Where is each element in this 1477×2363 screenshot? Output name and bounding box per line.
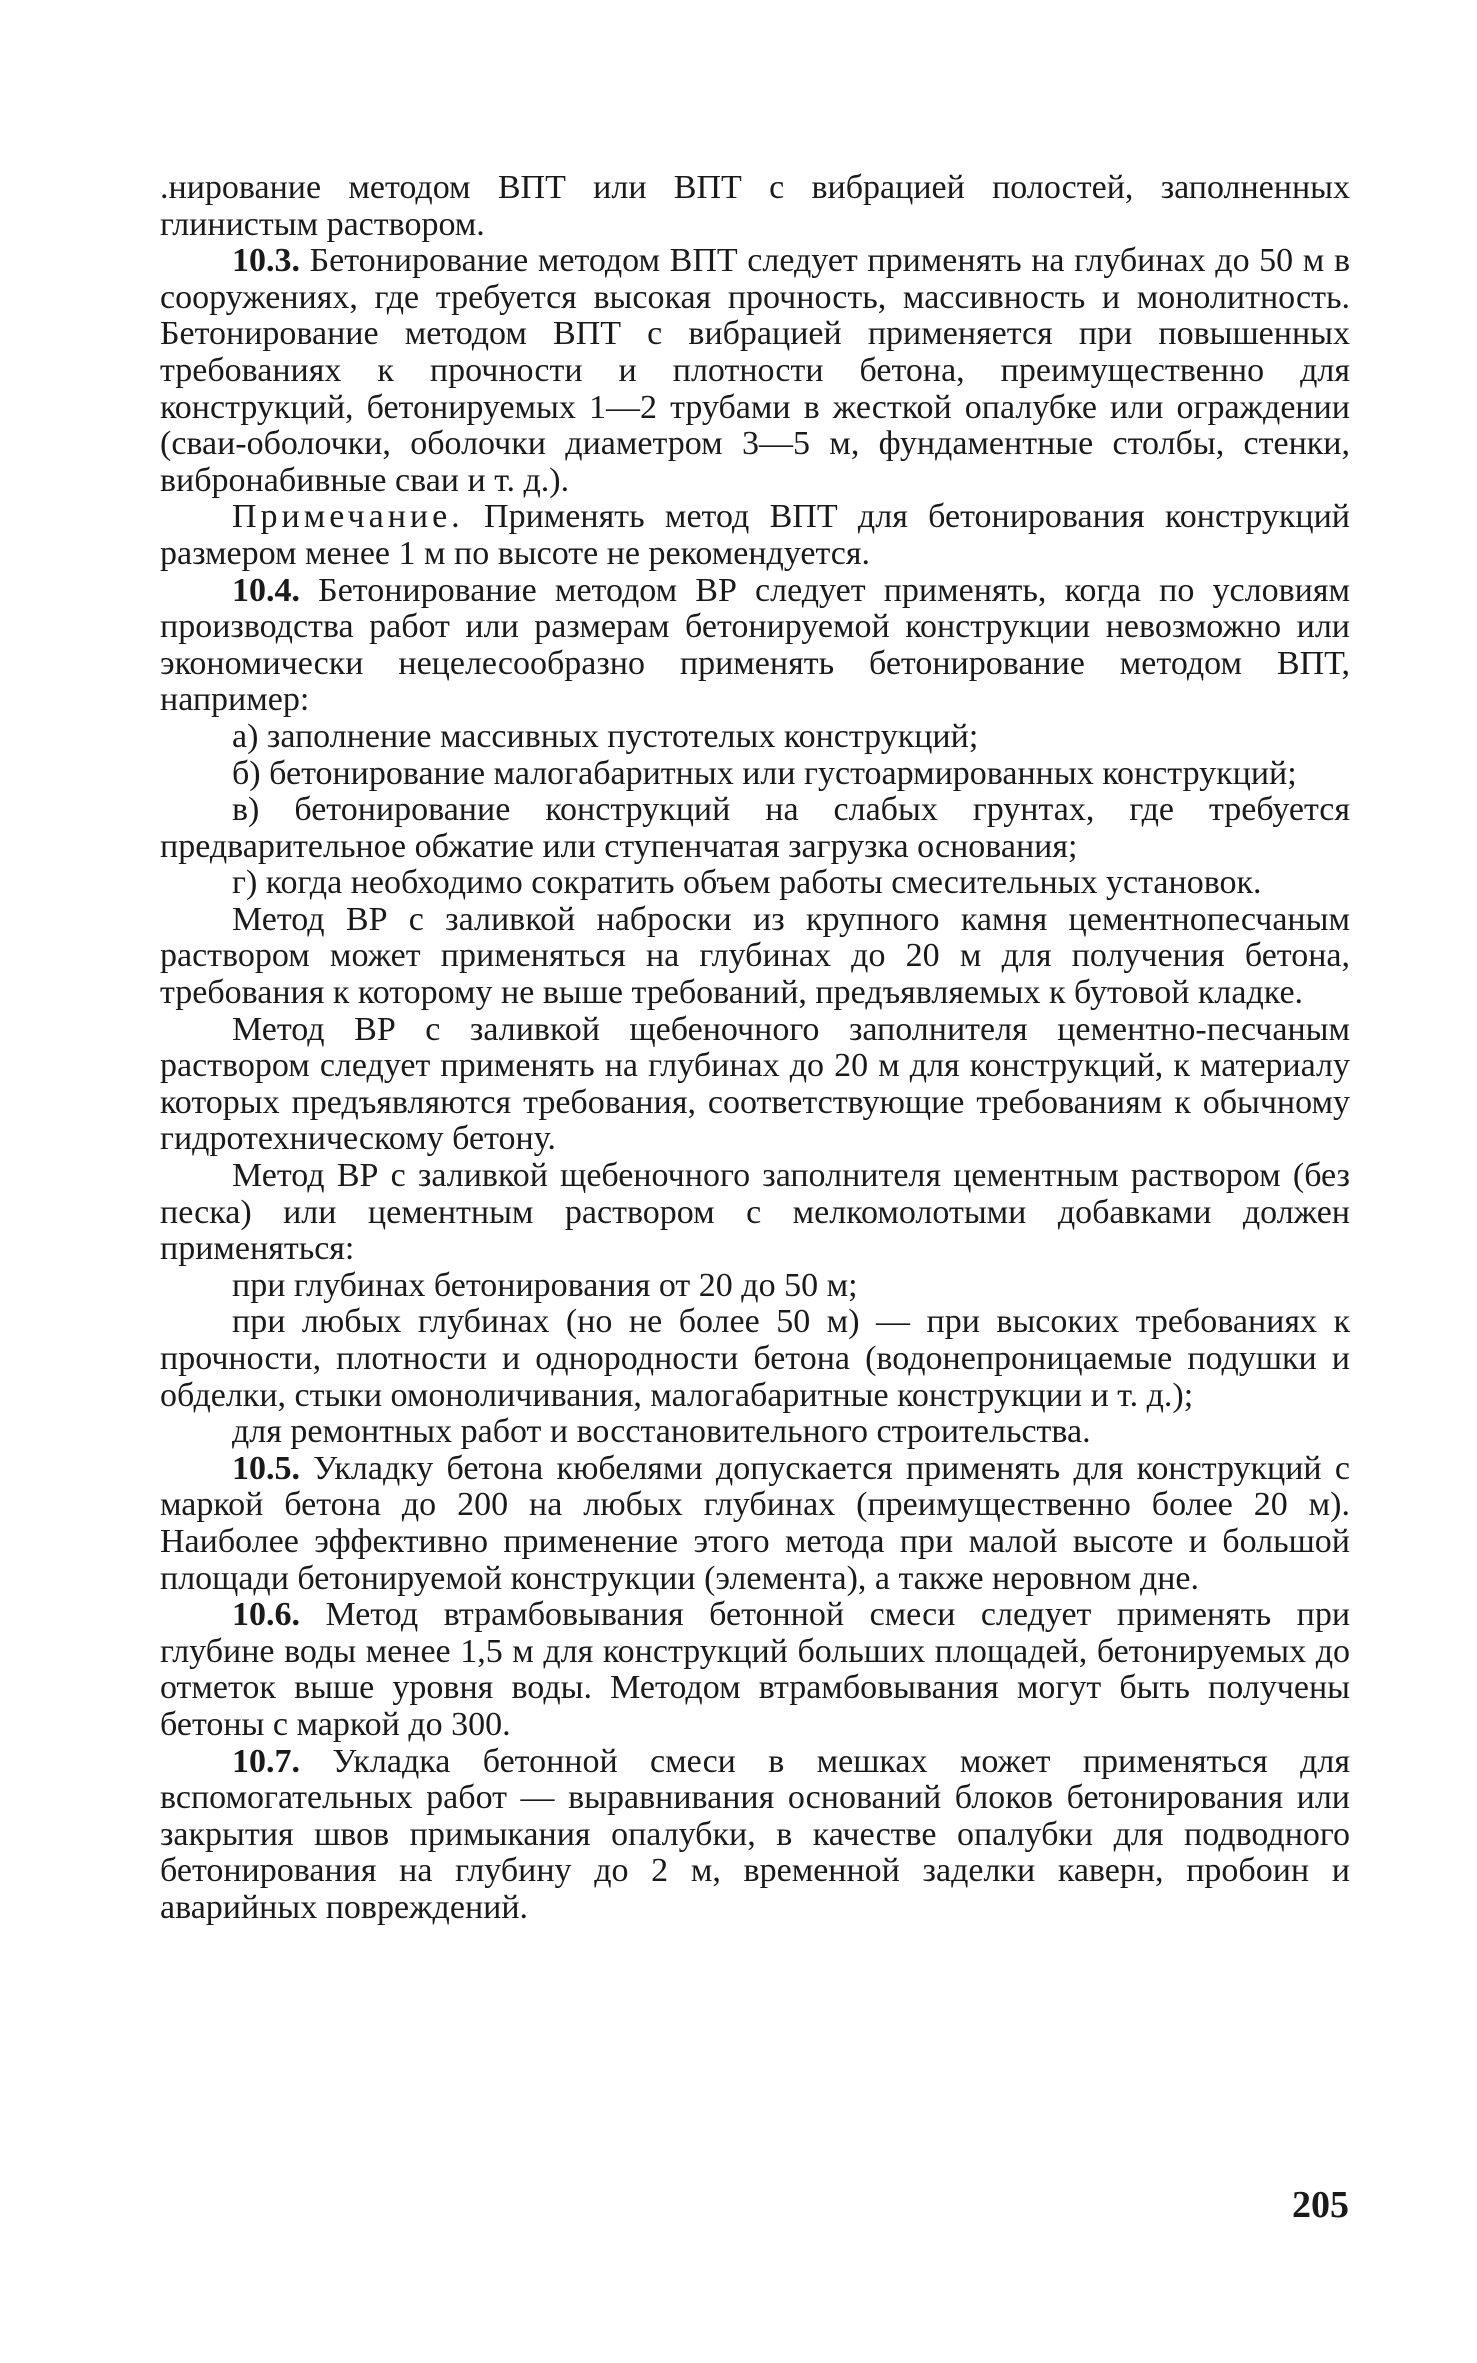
paragraph-text: при любых глубинах (но не более 50 м) — при высоких требованиях к прочности, плотности и однородности бетона (водонепроницаемые подушки и обделки, стыки омоноличивания, малогабаритные конструкции и т. д.); bbox=[160, 1303, 1350, 1414]
page-number: 205 bbox=[1292, 2184, 1349, 2226]
paragraph-text: Бетонирование методом ВР следует применять, когда по условиям производства работ или размерам бетонируемой конструкции невозможно или экономически нецелесообразно применять бетонирование методом ВПТ, например: bbox=[160, 571, 1351, 719]
list-item-a bbox=[160, 719, 1350, 756]
section-number: 10.6. bbox=[232, 1596, 300, 1634]
paragraph-text: Метод ВР с заливкой наброски из крупного камня цементнопесчаным раствором может применяться на глубинах до 20 м для получения бетона, требования к которому не выше требований, предъявляемых к бутовой кладке. bbox=[160, 900, 1350, 1012]
paragraph-text: Метод ВР с заливкой щебеночного заполнителя цементным раствором (без песка) или цементным раствором с мелкомолотыми добавками должен применяться: bbox=[160, 1157, 1350, 1268]
paragraph-text: в) бетонирование конструкций на слабых грунтах, где требуется предварительное обжатие или ступенчатая загрузка основания; bbox=[160, 791, 1350, 865]
note-label: Примечание. bbox=[232, 498, 464, 536]
list-item-g bbox=[160, 865, 1350, 902]
paragraph-10-5 bbox=[160, 1451, 1350, 1597]
paragraph-text: а) заполнение массивных пустотелых конструкций; bbox=[232, 717, 979, 755]
paragraph-text: для ремонтных работ и восстановительного строительства. bbox=[232, 1413, 1091, 1451]
paragraph-text: Укладку бетона кюбелями допускается применять для конструкций с маркой бетона до 200 на любых глубинах (преимущественно более 20 м). Наиболее эффективно применение этого метода при малой высоте и большой площади бетонируемой конструкции (элемента), а также неровном дне. bbox=[160, 1449, 1350, 1597]
list-item-b bbox=[160, 756, 1350, 793]
paragraph-vr-3 bbox=[160, 1158, 1350, 1268]
page-body bbox=[160, 170, 1350, 2270]
paragraph-text: Укладка бетонной смеси в мешках может применяться для вспомогательных работ — выравнивания оснований блоков бетонирования или закрытия швов примыкания опалубки, в качестве опалубки для подводного бетонирования на глубину до 2 м, временной заделки каверн, пробоин и аварийных повреждений. bbox=[160, 1742, 1350, 1926]
paragraph-10-7 bbox=[160, 1744, 1350, 1927]
section-number: 10.4. bbox=[232, 571, 300, 609]
paragraph-intro bbox=[160, 170, 1350, 243]
paragraph-10-3 bbox=[160, 243, 1350, 499]
paragraph-text: при глубинах бетонирования от 20 до 50 м; bbox=[232, 1266, 858, 1304]
paragraph-10-6 bbox=[160, 1597, 1350, 1743]
section-number: 10.5. bbox=[232, 1449, 300, 1487]
paragraph-text: Применять метод ВПТ для бетонирования конструкций размером менее 1 м по высоте не рекомендуется. bbox=[160, 498, 1350, 572]
list-item-v bbox=[160, 792, 1350, 865]
paragraph-text: г) когда необходимо сократить объем работы смесительных установок. bbox=[232, 864, 1262, 902]
paragraph-text: б) бетонирование малогабаритных или густоармированных конструкций; bbox=[232, 754, 1297, 792]
paragraph-text: Метод втрамбовывания бетонной смеси следует применять при глубине воды менее 1,5 м для конструкций больших площадей, бетонируемых до отметок выше уровня воды. Методом втрамбовывания могут быть получены бетоны с маркой до 300. bbox=[160, 1596, 1351, 1743]
section-number: 10.3. bbox=[232, 242, 300, 280]
paragraph-text: Бетонирование методом ВПТ следует применять на глубинах до 50 м в сооружениях, где требуется высокая прочность, массивность и монолитность. Бетонирование методом ВПТ с вибрацией применяется при повышенных требованиях к прочности и плотности бетона, преимущественно для конструкций, бетонируемых 1—2 трубами в жесткой опалубке или ограждении (сваи-оболочки, оболочки диаметром 3—5 м, фундаментные столбы, стенки, вибронабивные сваи и т. д.). bbox=[160, 242, 1350, 499]
paragraph-text: .нирование методом ВПТ или ВПТ с вибрацией полостей, заполненных глинистым раствором. bbox=[160, 169, 1350, 243]
paragraph-10-4 bbox=[160, 573, 1350, 719]
section-number: 10.7. bbox=[232, 1742, 300, 1780]
paragraph-vr-1 bbox=[160, 902, 1350, 1012]
paragraph-vr-3-b bbox=[160, 1304, 1350, 1414]
paragraph-note bbox=[160, 499, 1350, 572]
paragraph-vr-2 bbox=[160, 1012, 1350, 1158]
paragraph-vr-3-a bbox=[160, 1268, 1350, 1305]
paragraph-text: Метод ВР с заливкой щебеночного заполнителя цементно-песчаным раствором следует применять на глубинах до 20 м для конструкций, к материалу которых предъявляются требования, соответствующие требованиям к обычному гидротехническому бетону. bbox=[160, 1010, 1350, 1158]
paragraph-vr-3-c bbox=[160, 1414, 1350, 1451]
